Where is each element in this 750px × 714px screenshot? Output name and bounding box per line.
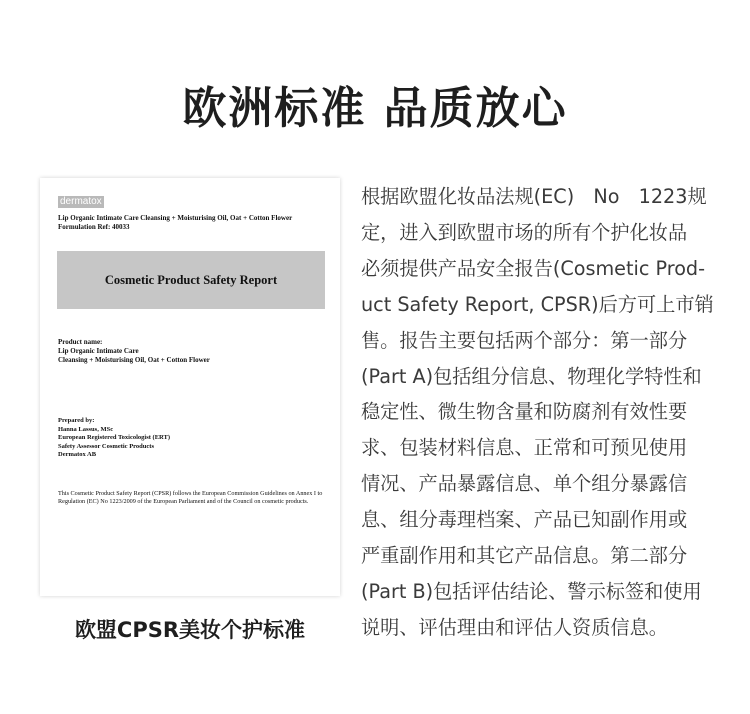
paragraph-line: 情况、产品暴露信息、单个组分暴露信 (361, 472, 688, 496)
paragraph-line: 必须提供产品安全报告(Cosmetic Prod- (361, 256, 706, 280)
dermatox-logo: dermatox (60, 196, 102, 207)
product-name-label: Product name: (58, 338, 103, 346)
paragraph-line: (Part A)包括组分信息、物理化学特性和 (361, 364, 702, 388)
cpsr-report-image (40, 178, 340, 596)
paragraph-line: 说明、评估理由和评估人资质信息。 (361, 615, 668, 639)
prepared-by-label: Prepared by: (58, 417, 95, 424)
prepared-by-block (58, 417, 328, 460)
page-heading: 欧洲标准 品质放心 (182, 83, 568, 134)
image-caption: 欧盟CPSR美妆个护标准 (74, 618, 306, 642)
report-header (58, 214, 328, 232)
paragraph-line: 售。报告主要包括两个部分：第一部分 (361, 328, 688, 352)
report-title-banner (57, 251, 325, 309)
report-title: Cosmetic Product Safety Report (104, 272, 278, 287)
paragraph-line: 求、包装材料信息、正常和可预见使用 (361, 436, 688, 460)
prepared-by-line: Dermatox AB (58, 451, 97, 459)
prepared-by-line: Hanna Lassus, MSc (58, 425, 114, 433)
prepared-by-line: Safety Assessor Cosmetic Products (58, 442, 154, 450)
paragraph-line: 严重副作用和其它产品信息。第二部分 (361, 544, 688, 568)
report-note: This Cosmetic Product Safety Report (CPSR) follows the European Commission Guidelines on Annex I to Regulation (EC) No 1223/2009 of the European Parliament and of the Council on cosmetic products. (58, 490, 323, 505)
paragraph-line: (Part B)包括评估结论、警示标签和使用 (361, 579, 702, 603)
description-paragraph (361, 179, 714, 646)
product-name-block (58, 338, 328, 365)
paragraph-line: 息、组分毒理档案、产品已知副作用或 (361, 508, 688, 532)
product-name-line: Lip Organic Intimate Care (58, 347, 139, 355)
prepared-by-line: European Registered Toxicologist (ERT) (58, 434, 171, 442)
paragraph-line: uct Safety Report, CPSR)后方可上市销 (361, 292, 714, 316)
product-name-line: Cleansing + Moisturising Oil, Oat + Cotton Flower (58, 356, 210, 364)
report-product-line: Lip Organic Intimate Care Cleansing + Moisturising Oil, Oat + Cotton Flower (58, 214, 293, 222)
paragraph-line: 定，进入到欧盟市场的所有个护化妆品 (361, 220, 688, 244)
paragraph-line: 稳定性、微生物含量和防腐剂有效性要 (361, 400, 688, 424)
report-formulation-ref: Formulation Ref: 40033 (58, 223, 130, 231)
paragraph-line: 根据欧盟化妆品法规(EC) No 1223规 (361, 185, 707, 208)
